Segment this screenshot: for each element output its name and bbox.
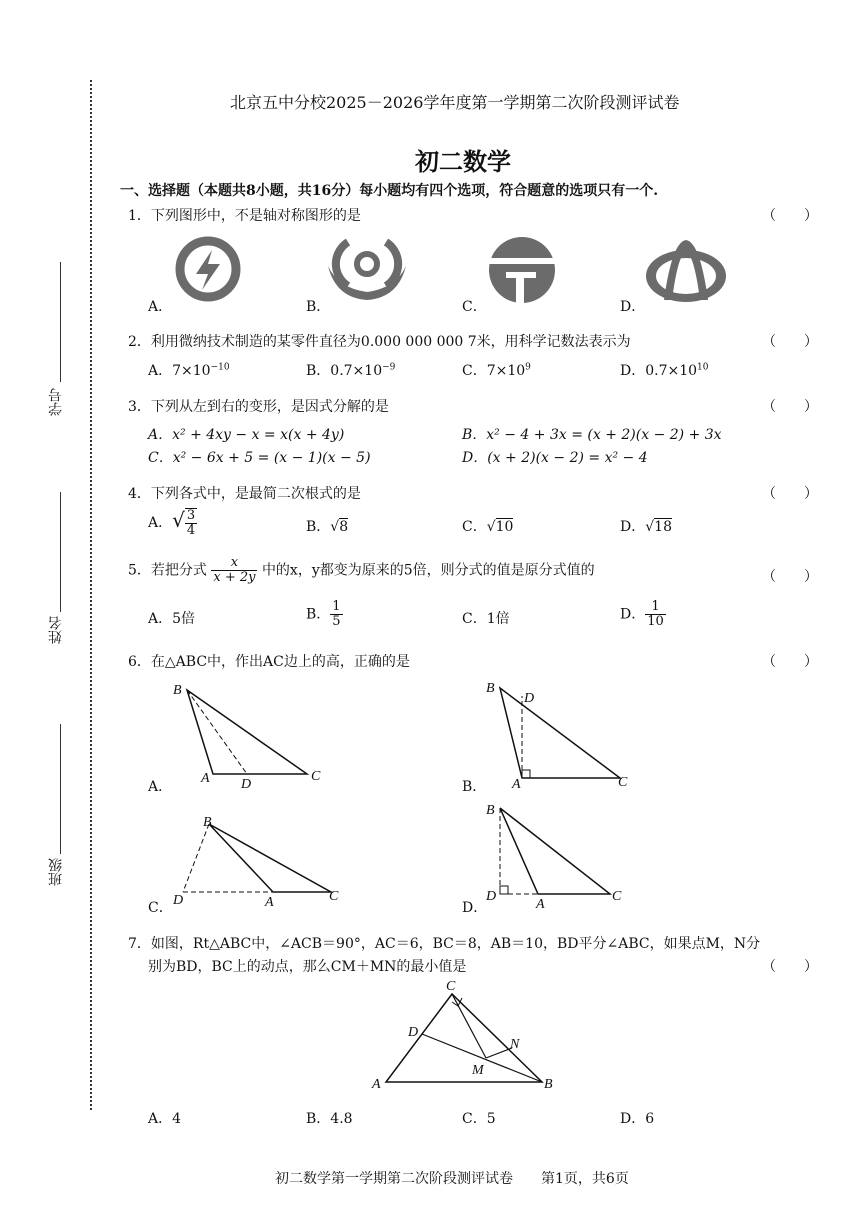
svg-text:D: D [408, 1025, 419, 1040]
svg-text:D: D [173, 893, 184, 908]
question-2-stem: 2．利用微纳技术制造的某零件直径为0.000 000 000 7米，用科学记数法表示为 [128, 334, 631, 350]
q1-option-d: D． [620, 299, 646, 315]
q5-option-b: B． $\frac{1}{5}$ [306, 599, 341, 629]
q6-figure-a [165, 678, 345, 793]
answer-bracket-2: （ ） [762, 334, 818, 350]
q6-option-b: B． [462, 779, 487, 795]
question-1-stem: 1．下列图形中，不是轴对称图形的是 [128, 208, 361, 224]
svg-text:B: B [173, 683, 182, 698]
name-label: 姓名 [48, 616, 64, 644]
svg-text:N: N [510, 1037, 520, 1052]
name-blank [60, 492, 61, 612]
q1-figure-a-lightning-icon [170, 236, 250, 306]
question-7-stem-line2: 别为BD，BC上的动点，那么CM＋MN的最小值是 [148, 959, 467, 975]
q6-figure-b [480, 676, 640, 794]
q1-figure-b-emblem-icon [326, 236, 416, 308]
q7-option-d: D．6 [620, 1111, 655, 1127]
svg-text:B: B [486, 803, 495, 818]
q5-option-d: D． $\frac{1}{10}$ [620, 599, 664, 629]
answer-bracket-4: （ ） [762, 486, 818, 502]
exam-header: 北京五中分校2025－2026学年度第一学期第二次阶段测评试卷 [230, 93, 680, 112]
q6-figure-c [165, 812, 355, 912]
svg-text:A: A [536, 897, 545, 912]
answer-bracket-3: （ ） [762, 399, 818, 415]
q5-option-c: C．1倍 [462, 611, 510, 627]
q7-option-b: B．4.8 [306, 1111, 353, 1127]
q1-figure-d-car-logo-icon [644, 238, 734, 308]
q1-figure-c-shape-icon [486, 236, 566, 308]
q3-option-a: A．x² + 4xy − x = x(x + 4y) [148, 427, 345, 443]
svg-text:B: B [486, 681, 495, 696]
q4-option-c: C．√10 [462, 519, 514, 535]
page-footer: 初二数学第一学期第二次阶段测评试卷 第1页，共6页 [275, 1171, 629, 1187]
svg-text:B: B [544, 1077, 553, 1092]
q1-option-a: A． [148, 299, 173, 315]
q4-option-b: B．√8 [306, 519, 349, 535]
q3-option-d: D．(x + 2)(x − 2) = x² − 4 [462, 450, 648, 466]
q2-option-d: D．$0.7\times 10^{10}$ [620, 362, 709, 379]
svg-text:D: D [524, 691, 535, 706]
answer-bracket-1: （ ） [762, 208, 818, 224]
q4-option-a: A．√ $\frac{3}{4}$ [148, 508, 196, 538]
q5-option-a: A．5倍 [148, 611, 196, 627]
class-blank [60, 724, 61, 854]
question-4-stem: 4．下列各式中，是最简二次根式的是 [128, 486, 361, 502]
svg-text:C: C [311, 769, 321, 784]
svg-text:D: D [486, 889, 497, 904]
q6-option-d: D． [462, 900, 488, 916]
q7-figure [368, 976, 568, 1094]
q6-figure-d [480, 798, 640, 912]
svg-text:C: C [446, 979, 456, 994]
svg-text:C: C [612, 889, 622, 904]
q3-option-b: B．x² − 4 + 3x = (x + 2)(x − 2) + 3x [462, 427, 722, 443]
svg-text:A: A [372, 1077, 381, 1092]
svg-text:C: C [329, 889, 339, 904]
page-title: 初二数学 [415, 148, 511, 176]
q2-option-a: A．$7\times 10^{-10}$ [148, 362, 230, 379]
q2-option-b: B．$0.7\times 10^{-9}$ [306, 362, 396, 379]
q2-option-c: C．$7\times 10^9$ [462, 362, 531, 379]
section-heading: 一、选择题（本题共8小题，共16分）每小题均有四个选项，符合题意的选项只有一个. [120, 183, 659, 199]
q6-option-c: C． [148, 900, 173, 916]
student-id-blank [60, 262, 61, 382]
q6-option-a: A． [148, 779, 173, 795]
q3-option-c: C．x² − 6x + 5 = (x − 1)(x − 5) [148, 450, 371, 466]
question-6-stem: 6．在△ABC中，作出AC边上的高，正确的是 [128, 654, 410, 670]
svg-text:A: A [201, 771, 210, 786]
question-7-stem-line1: 7．如图，Rt△ABC中，∠ACB＝90°，AC＝6，BC＝8，AB＝10，BD平分∠ABC，如果点M，N分 [128, 936, 761, 952]
svg-text:D: D [241, 777, 252, 792]
answer-bracket-6: （ ） [762, 654, 818, 670]
q4-option-d: D．√18 [620, 519, 672, 535]
student-id-label: 学号 [48, 388, 64, 416]
q7-option-a: A．4 [148, 1111, 182, 1127]
svg-text:C: C [618, 775, 628, 790]
answer-bracket-5: （ ） [762, 569, 818, 585]
svg-text:A: A [512, 777, 521, 792]
svg-text:M: M [472, 1063, 484, 1078]
question-5-stem: 5．若把分式 $\frac{x}{x + 2y}$ 中的x，y都变为原来的5倍，则分式的值是原分式值的 [128, 555, 595, 585]
q7-option-c: C．5 [462, 1111, 496, 1127]
question-3-stem: 3．下列从左到右的变形，是因式分解的是 [128, 399, 389, 415]
class-label: 班级 [48, 858, 64, 886]
answer-bracket-7: （ ） [762, 959, 818, 975]
svg-text:B: B [203, 815, 212, 830]
svg-text:A: A [265, 895, 274, 910]
q1-option-b: B． [306, 299, 331, 315]
q1-option-c: C． [462, 299, 487, 315]
binding-dotted-line [90, 80, 92, 1110]
